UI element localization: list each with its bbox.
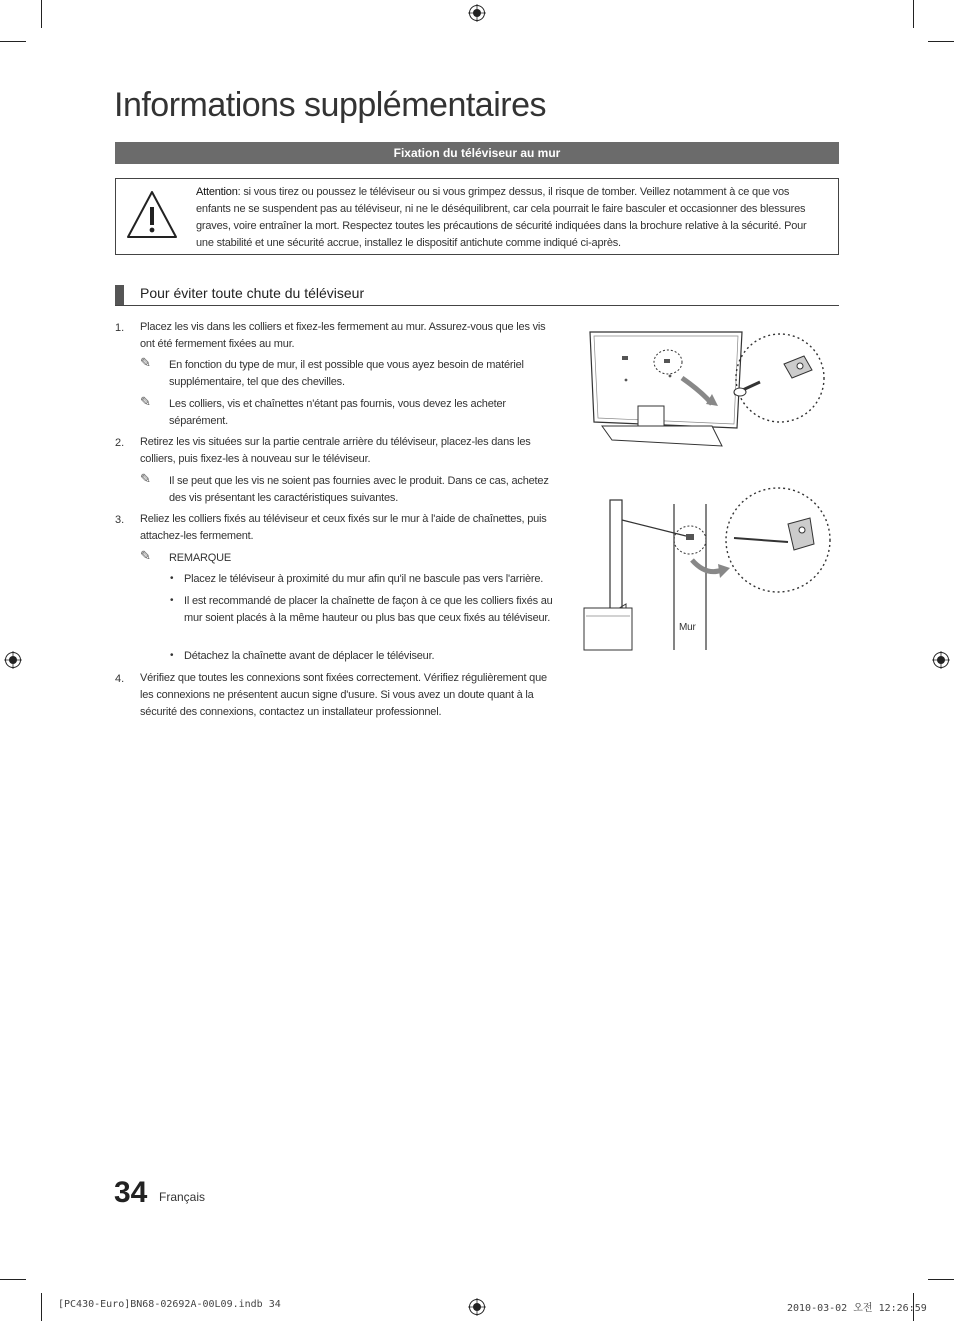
step-text: Vérifiez que toutes les connexions sont fixées correctement. Vérifiez régulièrement que les connexions ne présentent aucun signe d'usure. Si vous avez un doute quant à la sécurité des connexions, contactez un installateur professionnel.	[140, 672, 547, 718]
section-header: Fixation du téléviseur au mur	[115, 142, 839, 164]
page-number: 34	[114, 1176, 148, 1209]
step-text: Placez les vis dans les colliers et fixez-les fermement au mur. Assurez-vous que les vis ont été fermement fixées au mur.	[140, 321, 546, 350]
wall-label: Mur	[679, 622, 696, 633]
warning-box	[115, 178, 839, 255]
step-number: 4.	[115, 673, 125, 685]
remark-label: REMARQUE	[169, 552, 231, 564]
note-pencil-icon: ✎	[140, 471, 151, 486]
crop-mark	[928, 1279, 954, 1280]
subsection-header	[115, 284, 839, 306]
note-pencil-icon: ✎	[140, 394, 151, 409]
step-number: 1.	[115, 322, 125, 334]
warning-triangle-icon	[124, 187, 180, 243]
bullet: •	[170, 595, 174, 606]
bullet-text: Détachez la chaînette avant de déplacer le téléviseur.	[184, 650, 435, 662]
note-pencil-icon: ✎	[140, 355, 151, 370]
step-number: 3.	[115, 514, 125, 526]
crop-mark	[41, 0, 42, 28]
tv-wall-side-illustration	[582, 484, 832, 654]
crop-mark	[41, 1293, 42, 1321]
warning-text	[196, 184, 824, 252]
warning-body: : si vous tirez ou poussez le téléviseur ou si vous grimpez dessus, il risque de tomber. Veillez notamment à ce que vos enfants ne se suspendent pas au téléviseur, ni ne le déséquilibrent, car cela pourrait le faire basculer et occasionner des blessures graves, voire entraîner la mort. Respectez toutes les précautions de sécurité indiquées dans la brochure relative à la sécurité. Pour une stabilité et une sécurité accrue, installez le dispositif antichute comme indiqué ci-après.	[196, 186, 807, 249]
note-text: En fonction du type de mur, il est possible que vous ayez besoin de matériel supplémentaire, tel que des chevilles.	[169, 359, 524, 388]
warning-label: Attention	[196, 186, 238, 198]
subsection-marker	[115, 285, 124, 305]
step-text: Retirez les vis situées sur la partie centrale arrière du téléviseur, placez-les dans les colliers, puis fixez-les à nouveau sur le téléviseur.	[140, 436, 531, 465]
crop-mark	[0, 1279, 26, 1280]
registration-mark-icon	[932, 651, 950, 669]
registration-mark-icon	[468, 1298, 486, 1316]
note-text: Il se peut que les vis ne soient pas fournies avec le produit. Dans ce cas, achetez des vis présentant les caractéristiques suivantes.	[169, 475, 549, 504]
bullet: •	[170, 573, 174, 584]
step-text: Reliez les colliers fixés au téléviseur et ceux fixés sur le mur à l'aide de chaînettes, puis attachez-les fermement.	[140, 513, 547, 542]
page-title: Informations supplémentaires	[114, 86, 547, 124]
note-text: Les colliers, vis et chaînettes n'étant pas fournis, vous devez les acheter séparément.	[169, 398, 506, 427]
bullet-text: Il est recommandé de placer la chaînette de façon à ce que les colliers fixés au mur soient placés à la même hauteur ou plus bas que ceux fixés au téléviseur.	[184, 595, 553, 624]
registration-mark-icon	[468, 4, 486, 22]
step-number: 2.	[115, 437, 125, 449]
note-pencil-icon: ✎	[140, 548, 151, 563]
subsection-title: Pour éviter toute chute du téléviseur	[140, 285, 365, 301]
print-slug-left: [PC430-Euro]BN68-02692A-00L09.indb 34	[58, 1299, 281, 1310]
print-slug-right: 2010-03-02 오전 12:26:59	[787, 1303, 927, 1314]
bullet: •	[170, 650, 174, 661]
bullet-text: Placez le téléviseur à proximité du mur afin qu'il ne bascule pas vers l'arrière.	[184, 573, 544, 585]
crop-mark	[913, 0, 914, 28]
crop-mark	[928, 41, 954, 42]
page-language: Français	[159, 1190, 206, 1204]
tv-rear-illustration	[582, 322, 832, 454]
crop-mark	[0, 41, 26, 42]
registration-mark-icon	[4, 651, 22, 669]
